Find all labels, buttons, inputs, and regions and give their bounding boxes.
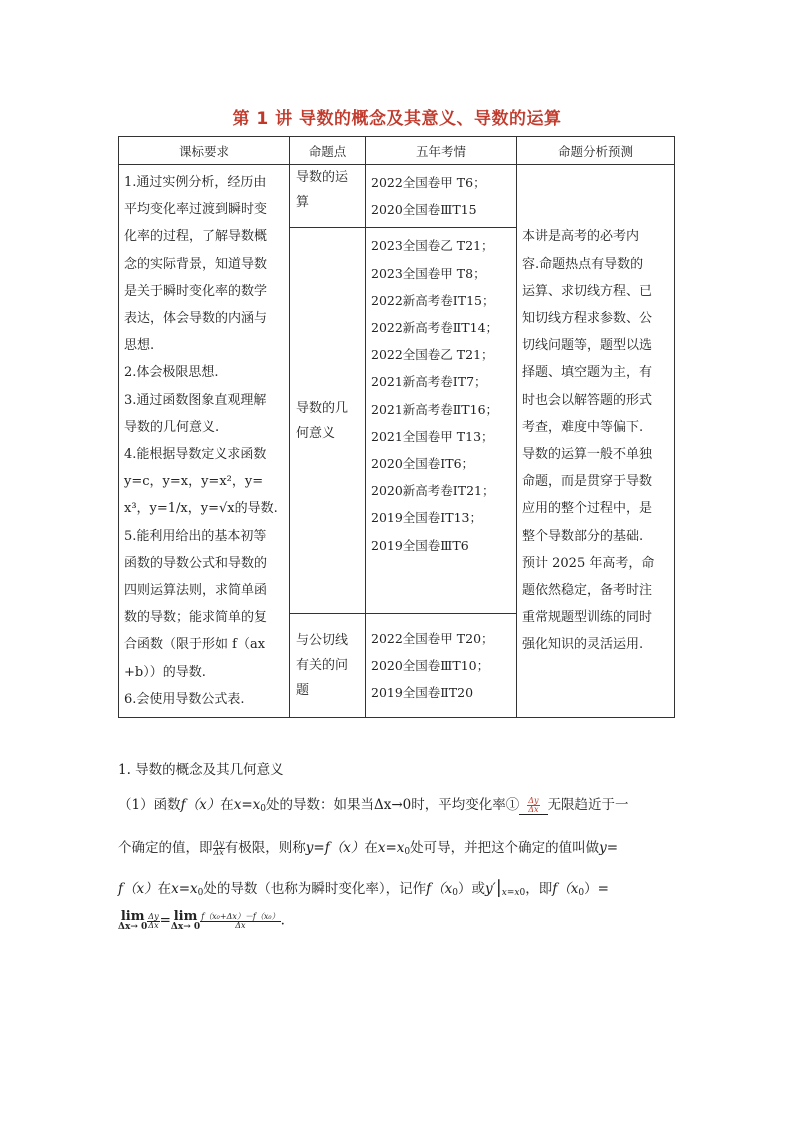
math-subscript: 0 — [197, 888, 204, 898]
analysis-line: 本讲是高考的必考内 — [522, 229, 640, 245]
math-f-x0: f（x — [552, 881, 579, 897]
text: 处可导，并把这个确定的值叫做 — [410, 840, 600, 856]
exam-item: 2023全国卷乙 T21； — [371, 238, 494, 254]
text: 在 — [157, 881, 172, 897]
requirement-line: 4.能根据导数定义求函数 — [124, 447, 267, 463]
exam-list — [366, 228, 516, 562]
requirement-line: y=c，y=x，y=x²，y= — [124, 474, 264, 490]
topic-line: 算 — [296, 195, 310, 210]
exams-cell — [366, 165, 517, 228]
requirement-line: x³，y=1/x，y=√x的导数. — [124, 501, 278, 517]
requirement-line: 合函数（限于形如 f（ax — [124, 637, 266, 653]
analysis-line: 运算、求切线方程、已 — [522, 283, 653, 299]
header-analysis: 命题分析预测 — [517, 137, 675, 165]
exam-item: 2019全国卷ⅡT20 — [371, 685, 474, 701]
math-subscript: 0 — [404, 847, 411, 857]
topic-line: 题 — [296, 682, 310, 698]
text: 时，平均变化率 — [411, 797, 506, 813]
exam-item: 2019全国卷ⅢT6 — [371, 537, 469, 553]
math-subscript: 0 — [452, 888, 459, 898]
text: （1）函数 — [118, 797, 181, 813]
math-equals: = — [597, 881, 609, 897]
analysis-line: 题依然稳定，备考时注 — [522, 583, 653, 599]
analysis-text — [517, 219, 674, 662]
table-header-row — [119, 137, 675, 165]
math-x-eq-x0: x=x — [233, 797, 261, 813]
lim-subscript: Δx→ 0 — [118, 922, 148, 932]
topic-name — [290, 628, 365, 703]
exam-item: 2021新高考卷ⅡT16； — [371, 401, 499, 417]
exam-item: 2020全国卷ⅢT10； — [371, 657, 490, 673]
exam-item: 2022新高考卷ⅠT15； — [371, 292, 495, 308]
fraction-numerator: f（x₀+Δx）－f（x₀） — [201, 911, 280, 921]
analysis-line: 切线问题等，题型以选 — [522, 338, 653, 354]
dy-dx-fraction — [147, 913, 159, 930]
fraction-numerator: Δy — [528, 796, 539, 805]
requirement-line: 是关于瞬时变化率的数学 — [124, 283, 268, 299]
math-y-eq: y= — [305, 840, 325, 856]
requirement-line: 念的实际背景，知道导数 — [124, 256, 268, 272]
analysis-line: 时也会以解答题的形式 — [522, 392, 653, 408]
analysis-line: 预计 2025 年高考，命 — [522, 555, 655, 571]
math-fx: f（x） — [118, 881, 158, 897]
exam-list — [366, 165, 516, 227]
text: . — [280, 912, 285, 929]
lim-text: lim — [173, 909, 198, 924]
fraction-denominator: Δx — [213, 848, 224, 857]
exam-item: 2022新高考卷ⅡT14； — [371, 320, 499, 336]
topic-line: 导数的运 — [296, 170, 349, 185]
math-subscript: 0 — [260, 804, 266, 814]
requirement-line: 1.通过实例分析，经历由 — [124, 175, 267, 190]
math-y-eq: y= — [599, 840, 619, 856]
analysis-line: 重常规题型训练的同时 — [522, 610, 653, 626]
exams-cell — [366, 613, 517, 717]
math-y-prime: y′ — [485, 881, 496, 897]
fill-blank — [519, 797, 547, 815]
analysis-line: 考查，难度中等偏下. — [522, 419, 644, 435]
requirements-list — [119, 165, 289, 717]
definition-formula — [118, 910, 285, 932]
evaluation-bar: | — [495, 877, 502, 898]
topic-cell — [290, 165, 366, 228]
requirement-line: 表达，体会导数的内涵与 — [124, 311, 268, 327]
exam-item: 2020全国卷ⅠT6； — [371, 456, 475, 472]
requirement-line: 导数的几何意义. — [124, 419, 220, 435]
requirement-line: 思想. — [124, 338, 155, 354]
math-x-eq-x0: x=x — [171, 881, 198, 897]
math-fx: f（x） — [324, 840, 365, 856]
limit-symbol — [118, 910, 147, 932]
fraction-numerator: Δy — [213, 839, 224, 848]
requirement-line: 5.能利用给出的基本初等 — [124, 528, 267, 544]
text: 处的导数（也称为瞬时变化率），记作 — [203, 881, 427, 897]
math-fx: f（x） — [180, 797, 221, 813]
requirement-line: 平均变化率过渡到瞬时变 — [124, 202, 268, 218]
section-heading: 1. 导数的概念及其几何意义 — [118, 762, 284, 778]
exam-item: 2022全国卷甲 T6； — [371, 175, 486, 190]
answer-fraction — [527, 797, 539, 814]
math-subscript: 0 — [578, 888, 585, 898]
analysis-line: 导数的运算一般不单独 — [522, 447, 653, 463]
text: 有极限，则称 — [224, 840, 306, 856]
header-exams: 五年考情 — [366, 137, 517, 165]
math-paren: ） — [458, 881, 472, 897]
fraction-numerator: Δy — [148, 911, 159, 921]
exam-item: 2023全国卷甲 T8； — [371, 265, 486, 281]
header-requirements: 课标要求 — [119, 137, 290, 165]
math-dx-to-zero: Δx→0 — [374, 797, 412, 813]
topic-cell — [290, 613, 366, 717]
requirement-line: +b））的导数. — [124, 664, 206, 680]
requirement-line: 四则运算法则，求简单函 — [124, 583, 268, 599]
math-paren: ） — [584, 881, 598, 897]
curriculum-table — [118, 136, 675, 718]
requirements-cell — [119, 165, 290, 718]
requirement-line: 化率的过程，了解导数概 — [124, 229, 268, 245]
requirement-line: 2.体会极限思想. — [124, 365, 219, 381]
exam-item: 2022全国卷甲 T20； — [371, 630, 494, 646]
difference-quotient — [200, 913, 280, 930]
text: 处的导数：如果当 — [266, 797, 374, 813]
analysis-line: 容.命题热点有导数的 — [522, 256, 644, 272]
math-f-x0: f（x — [426, 881, 453, 897]
text: 在 — [220, 797, 234, 813]
dy-dx-fraction — [213, 840, 225, 857]
definition-line-3 — [118, 877, 609, 898]
requirement-line: 数的导数；能求简单的复 — [124, 610, 268, 626]
definition-line-1 — [118, 793, 629, 815]
text: 个确定的值，即 — [118, 840, 213, 856]
analysis-line: 强化知识的灵活运用. — [522, 637, 644, 653]
math-x-eq-x0: x=x — [377, 840, 405, 856]
limit-symbol — [171, 910, 200, 932]
header-topic: 命题点 — [290, 137, 366, 165]
fraction-denominator: Δx — [528, 805, 539, 814]
text: 无限趋近于一 — [547, 797, 629, 813]
analysis-line: 命题，而是贯穿于导数 — [522, 474, 653, 490]
topic-name — [290, 396, 365, 446]
math-equals: = — [159, 912, 171, 929]
exam-item: 2020新高考卷ⅠT21； — [371, 483, 495, 499]
lim-text: lim — [120, 909, 145, 924]
topic-name — [290, 165, 365, 215]
topic-line: 有关的问 — [296, 657, 349, 673]
requirement-line: 3.通过函数图象直观理解 — [124, 392, 267, 408]
fraction-denominator: Δx — [235, 920, 246, 930]
math-eval-point: x=x — [501, 888, 520, 898]
topic-line: 导数的几 — [296, 400, 349, 416]
exam-item: 2022全国卷乙 T21； — [371, 347, 494, 363]
analysis-cell — [517, 165, 675, 718]
analysis-line: 择题、填空题为主，有 — [522, 365, 653, 381]
lim-subscript: Δx→ 0 — [170, 922, 201, 932]
analysis-line: 整个导数部分的基础. — [522, 528, 644, 544]
fraction-denominator: Δx — [148, 920, 159, 930]
exam-item: 2021新高考卷ⅠT7； — [371, 374, 487, 390]
blank-number: ① — [505, 797, 520, 813]
text: ，即 — [525, 881, 553, 897]
requirement-line: 6.会使用导数公式表. — [124, 691, 245, 707]
exam-list — [366, 621, 516, 711]
topic-cell — [290, 228, 366, 614]
requirement-line: 函数的导数公式和导数的 — [124, 555, 268, 571]
analysis-line: 应用的整个过程中，是 — [522, 501, 653, 517]
table-row — [119, 165, 675, 228]
definition-line-2 — [118, 836, 618, 857]
exams-cell — [366, 228, 517, 614]
math-subscript: 0 — [519, 888, 526, 898]
topic-line: 何意义 — [296, 425, 336, 441]
exam-item: 2019全国卷ⅠT13； — [371, 510, 482, 526]
text: 或 — [471, 881, 486, 897]
topic-line: 与公切线 — [296, 632, 349, 648]
text: 在 — [364, 840, 378, 856]
lecture-title: 第 1 讲 导数的概念及其意义、导数的运算 — [232, 109, 562, 129]
exam-item: 2020全国卷ⅢT15 — [371, 202, 477, 218]
exam-item: 2021全国卷甲 T13； — [371, 428, 494, 444]
analysis-line: 知切线方程求参数、公 — [522, 311, 653, 327]
